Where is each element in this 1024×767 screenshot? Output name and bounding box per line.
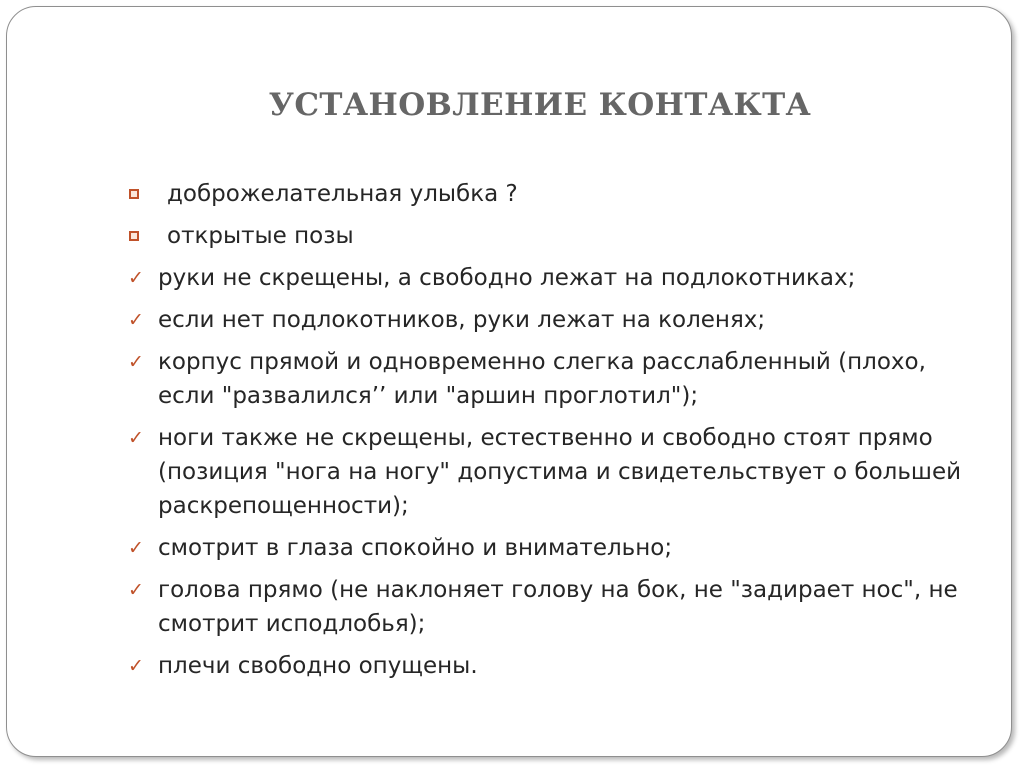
list-item [124, 303, 974, 337]
list-item [124, 573, 974, 641]
list-item [124, 177, 974, 211]
list-item-text: плечи свободно опущены. [158, 653, 478, 679]
list-item-text: открытые позы [167, 223, 354, 249]
list-item-text: ноги также не скрещены, естественно и свободно стоят прямо (позиция "нога на ногу" допустима и свидетельствует о большей раскрепощенности); [158, 425, 962, 519]
square-bullet-icon [129, 189, 139, 199]
slide-title: УСТАНОВЛЕНИЕ КОНТАКТА [268, 87, 812, 123]
list-item-text: смотрит в глаза спокойно и внимательно; [158, 535, 673, 561]
list-item [124, 649, 974, 683]
check-icon: ✓ [128, 655, 144, 677]
check-icon: ✓ [128, 579, 144, 601]
list-item [124, 261, 974, 295]
check-icon: ✓ [128, 267, 144, 289]
list-item [124, 531, 974, 565]
check-icon: ✓ [128, 537, 144, 559]
list-item [124, 345, 974, 413]
check-icon: ✓ [128, 427, 144, 449]
square-bullet-icon [129, 231, 139, 241]
list-item-text: корпус прямой и одновременно слегка расслабленный (плохо, если "развалился’’ или "аршин проглотил"); [158, 349, 926, 409]
list-item [124, 219, 974, 253]
list-item-text: руки не скрещены, а свободно лежат на подлокотниках; [158, 265, 856, 291]
list-item-text: голова прямо (не наклоняет голову на бок, не "задирает нос", не смотрит исподлобья); [158, 577, 958, 637]
list-item-text: доброжелательная улыбка ? [167, 181, 518, 207]
list-item [124, 421, 974, 523]
bullet-list [124, 177, 974, 691]
check-icon: ✓ [128, 309, 144, 331]
list-item-text: если нет подлокотников, руки лежат на коленях; [158, 307, 766, 333]
check-icon: ✓ [128, 351, 144, 373]
